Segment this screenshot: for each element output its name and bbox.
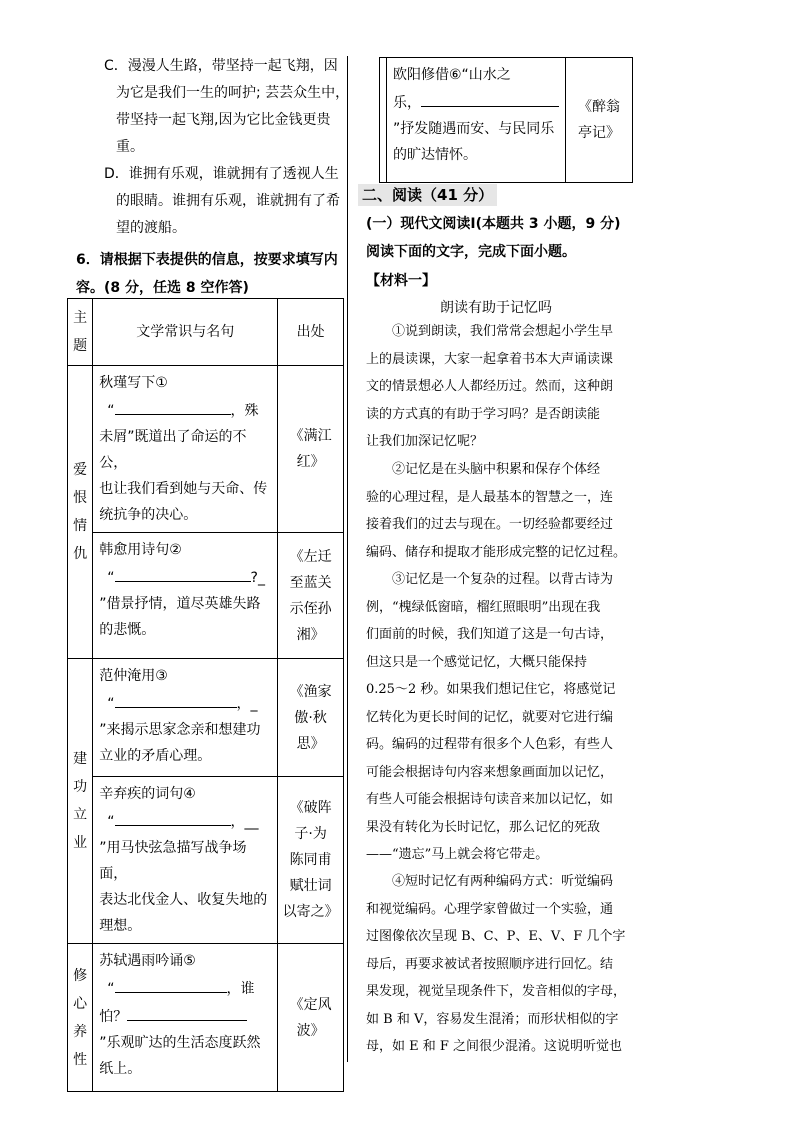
table-header-row <box>68 299 344 366</box>
source-cell: 《醉翁 亭记》 <box>566 58 633 183</box>
row-text: 韩愈用诗句② <box>99 542 182 558</box>
topic-label: 爱 恨 情 仇 <box>73 462 88 562</box>
row-text: 纸上。 <box>99 1061 142 1077</box>
option-d-line: 的眼睛。谁拥有乐观，谁就拥有了希 <box>116 193 340 209</box>
question-6 <box>76 246 346 302</box>
source-cell: 《渔家 傲·秋 思》 <box>278 659 344 777</box>
header-content: 文学常识与名句 <box>93 299 278 366</box>
option-d-line: D．谁拥有乐观，谁就拥有了透视人生 <box>104 166 339 182</box>
source-cell: 《定风 波》 <box>278 944 344 1092</box>
option-d <box>104 161 352 242</box>
option-c-line: 带坚持一起飞翔,因为它比金钱更贵 <box>116 112 331 128</box>
row-text: ”来揭示思家念亲和想建功 <box>99 722 261 738</box>
answer-blank[interactable] <box>115 689 237 708</box>
literature-table <box>67 298 344 1092</box>
answer-blank[interactable] <box>115 396 231 415</box>
content-cell: 欧阳修借⑥“山水之 乐， ”抒发随遇而安、与民同乐 的旷达情怀。 <box>387 58 566 183</box>
content-cell: 苏轼遇雨吟诵⑤ “ ，谁 怕？ ”乐观旷达的生活态度跃然 纸上。 <box>93 944 278 1092</box>
instruction: 阅读下面的文字，完成下面小题。 <box>366 244 576 260</box>
answer-blank[interactable] <box>115 563 251 582</box>
literature-table-continued <box>379 57 633 183</box>
row-text: 的悲慨。 <box>99 622 156 638</box>
row-text: 秋瑾写下① <box>99 375 168 391</box>
row-text: 理想。 <box>99 918 142 934</box>
row-text: ”用马快弦急描写战争场面， <box>99 840 247 882</box>
topic-label: 建 功 立 业 <box>73 751 88 851</box>
row-text: 辛弃疾的词句④ <box>99 786 196 802</box>
row-text: ”抒发随遇而安、与民同乐 <box>393 121 555 137</box>
row-text: 苏轼遇雨吟诵⑤ <box>99 953 196 969</box>
row-text: 的旷达情怀。 <box>393 147 477 163</box>
paragraph-2: ②记忆是在头脑中积累和保存个体经 验的心理过程，是人最基本的智慧之一，连 接着我们的过去与现在。一切经验都要经过 编码、储存和提取才能形成完整的记忆过程。 <box>366 462 627 560</box>
table-row <box>68 944 344 1092</box>
content-cell: 韩愈用诗句② “ ?_ ”借景抒情，道尽英雄失路 的悲慨。 <box>93 533 278 659</box>
paragraph-1: ①说到朗读，我们常常会想起小学生早 上的晨读课，大家一起拿着书本大声诵读课 文的情景想必人人都经历过。然而，这种朗 读的方式真的有助于学习吗？是否朗读能 让我们加深记忆呢？ <box>366 324 614 449</box>
option-d-line: 望的渡船。 <box>116 220 186 236</box>
row-text: ”乐观旷达的生活态度跃然 <box>99 1035 261 1051</box>
content-cell: 辛弃疾的词句④ “ ，__ ”用马快弦急描写战争场面， 表达北伐金人、收复失地的 理想。 <box>93 777 278 944</box>
table-row <box>68 366 344 533</box>
row-text: 欧阳修借⑥“山水之 <box>393 67 511 83</box>
header-source: 出处 <box>278 299 344 366</box>
subsection-title: (一）现代文阅读Ⅰ(本题共 3 小题，9 分) <box>366 216 621 232</box>
table-row <box>380 58 633 183</box>
question-6-line1: 6．请根据下表提供的信息，按要求填写内 <box>76 252 338 268</box>
answer-blank[interactable] <box>115 807 231 826</box>
table-row <box>68 777 344 944</box>
material-label: 【材料一】 <box>366 273 436 289</box>
article-title: 朗读有助于记忆吗 <box>440 300 552 316</box>
answer-blank[interactable] <box>115 974 227 993</box>
source-cell: 《左迁 至蓝关 示侄孙 湘》 <box>278 533 344 659</box>
option-c-line: 重。 <box>116 139 144 155</box>
topic-cell <box>380 58 387 183</box>
answer-blank[interactable] <box>127 1002 247 1021</box>
topic-cell <box>68 366 93 659</box>
row-text: 表达北伐金人、收复失地的 <box>99 892 268 908</box>
option-c-line: C．漫漫人生路，带坚持一起飞翔，因 <box>104 58 338 74</box>
header-topic: 主 题 <box>68 299 93 366</box>
source-cell: 《破阵 子·为 陈同甫 赋壮词 以寄之》 <box>278 777 344 944</box>
paragraph-3: ③记忆是一个复杂的过程。以背古诗为 例，“槐绿低窗暗，榴红照眼明”出现在我 们面前的时候，我们知道了这是一句古诗， 但这只是一个感觉记忆，大概只能保持 0.25～2 秒。如果我们想记住它，将感觉记 忆转化为更长时间的记忆，就要对它进行编 码。编码的过程带有很多个人色彩，有些人 可能会根据诗句内容来想象画面加以记忆， 有些人可能会根据诗句读音来加以记忆，如 果没有转化为长时记忆，那么记忆的死敌 ——“遗忘”马上就会将它带走。 <box>366 572 616 862</box>
row-text: 未屑”既道出了命运的不公， <box>99 429 247 471</box>
answer-blank[interactable] <box>421 88 559 107</box>
row-text: ”借景抒情，道尽英雄失路 <box>99 596 261 612</box>
table-row <box>68 533 344 659</box>
row-text: 范仲淹用③ <box>99 668 168 684</box>
paragraph-4: ④短时记忆有两种编码方式：听觉编码 和视觉编码。心理学家曾做过一个实验，通 过图像依次呈现 B、C、P、E、V、F 几个字 母后，再要求被试者按照顺序进行回忆。结 果发现，视觉呈现条件下，发音相似的字母， 如 B 和 V，容易发生混淆；而形状相似的字 母，如 E 和 F 之间很少混淆。这说明听觉也 <box>366 874 627 1054</box>
content-cell: 秋瑾写下① “ ，殊 未屑”既道出了命运的不公， 也让我们看到她与天命、传 统抗争的决心。 <box>93 366 278 533</box>
option-c-line: 为它是我们一生的呵护; 芸芸众生中， <box>116 85 350 101</box>
row-text: 立业的矛盾心理。 <box>99 748 212 764</box>
topic-cell <box>68 659 93 944</box>
question-6-line2: 容。(8 分，任选 8 空作答) <box>76 280 249 296</box>
table-row <box>68 659 344 777</box>
topic-cell <box>68 944 93 1092</box>
topic-label: 修 心 养 性 <box>73 967 88 1068</box>
source-cell: 《满江 红》 <box>278 366 344 533</box>
option-c <box>104 53 352 161</box>
section-title: 二、阅读（41 分） <box>358 184 497 206</box>
row-text: 统抗争的决心。 <box>99 507 198 523</box>
content-cell: 范仲淹用③ “ ，_ ”来揭示思家念亲和想建功 立业的矛盾心理。 <box>93 659 278 777</box>
row-text: 也让我们看到她与天命、传 <box>99 481 268 497</box>
